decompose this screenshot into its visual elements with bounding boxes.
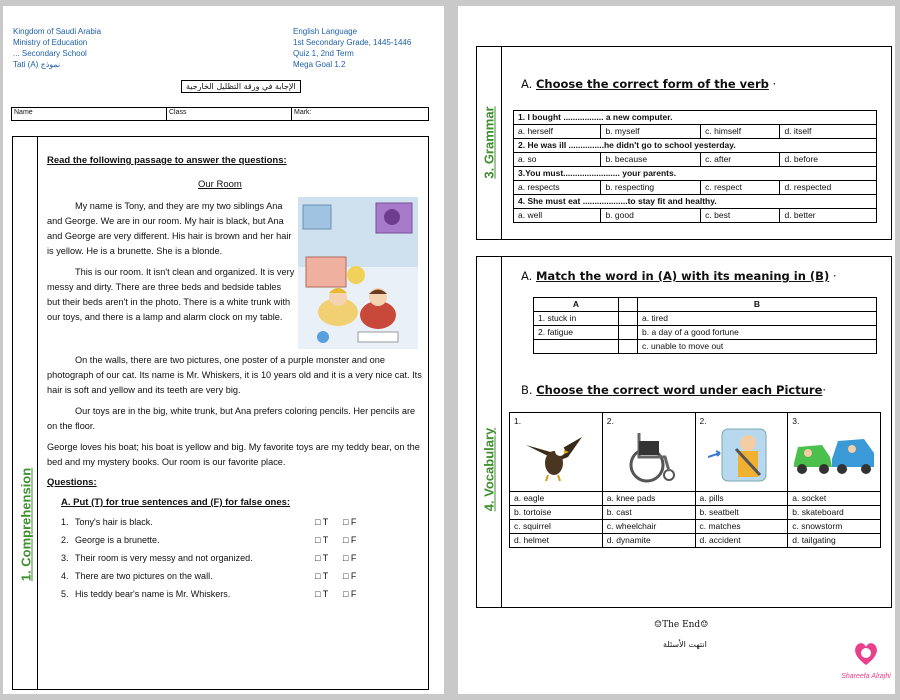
option[interactable]: b. tortoise bbox=[510, 506, 603, 520]
false-checkbox[interactable]: □ F bbox=[343, 517, 357, 527]
mark-field[interactable]: Mark: bbox=[294, 109, 312, 116]
worksheet-page-2 bbox=[458, 6, 895, 694]
picture-cell-4: 3. bbox=[788, 413, 881, 492]
tf-item: 2. George is a brunette. □ T □ F bbox=[61, 535, 357, 545]
option[interactable]: b. because bbox=[601, 153, 701, 167]
true-checkbox[interactable]: □ T bbox=[315, 535, 329, 545]
picture-cell-1: 1. bbox=[510, 413, 603, 492]
option[interactable]: c. wheelchair bbox=[602, 520, 695, 534]
question-row: 1. I bought ................. a new computer. bbox=[514, 111, 877, 125]
option[interactable]: c. respect bbox=[701, 181, 780, 195]
eagle-icon bbox=[524, 427, 584, 483]
picture-cell-3: 2. bbox=[695, 413, 788, 492]
option[interactable]: d. before bbox=[780, 153, 877, 167]
options-row bbox=[514, 181, 877, 195]
match-row: 1. stuck in a. tired bbox=[534, 312, 877, 326]
options-row bbox=[514, 125, 877, 139]
paragraph-5: George loves his boat; his boat is yellow and big. My favorite toys are my teddy bear, on the bed and my mystery books. Our room is our favorite place. bbox=[47, 442, 420, 467]
true-checkbox[interactable]: □ T bbox=[315, 517, 329, 527]
passage-left-column bbox=[47, 199, 295, 331]
answer-slot[interactable] bbox=[619, 326, 638, 340]
option[interactable]: a. respects bbox=[514, 181, 601, 195]
comprehension-section bbox=[12, 136, 429, 690]
option[interactable]: c. after bbox=[701, 153, 780, 167]
question-row: 4. She must eat ...................to stay fit and healthy. bbox=[514, 195, 877, 209]
option[interactable]: a. well bbox=[514, 209, 601, 223]
paragraph-4: Our toys are in the big, white trunk, but Ana prefers coloring pencils. Her pencils are on the floor. bbox=[47, 406, 416, 431]
option[interactable]: a. pills bbox=[695, 492, 788, 506]
option[interactable]: d. better bbox=[780, 209, 877, 223]
tf-item: 3. Their room is very messy and not organized. □ T □ F bbox=[61, 553, 357, 563]
section-label-vocabulary: 4. Vocabulary bbox=[481, 427, 497, 512]
the-end-label: ☺The End☺ bbox=[654, 620, 709, 630]
option[interactable]: c. squirrel bbox=[510, 520, 603, 534]
arabic-end-label: انتهت الأسئلة bbox=[663, 640, 707, 649]
option[interactable]: a. herself bbox=[514, 125, 601, 139]
option[interactable]: c. snowstorm bbox=[788, 520, 881, 534]
options-row bbox=[514, 153, 877, 167]
paragraph-3: On the walls, there are two pictures, one poster of a purple monster and one photograph of our cat. Its name is Mr. Whiskers, it is 10 years old and it is a very nice cat. Its hair is soft and yellow and its teeth are very big. bbox=[47, 355, 422, 395]
question-row: 3.You must........................ your parents. bbox=[514, 167, 877, 181]
option[interactable]: a. knee pads bbox=[602, 492, 695, 506]
vocabulary-section bbox=[476, 256, 892, 608]
option[interactable]: b. cast bbox=[602, 506, 695, 520]
option[interactable]: b. respecting bbox=[601, 181, 701, 195]
option[interactable]: c. matches bbox=[695, 520, 788, 534]
tf-item: 1. Tony's hair is black. □ T □ F bbox=[61, 517, 357, 527]
column-b-header: B bbox=[638, 298, 877, 312]
grammar-heading: A. Choose the correct form of the verb · bbox=[521, 77, 777, 91]
part-a-instruction: A. Put (T) for true sentences and (F) for false ones: bbox=[61, 497, 291, 508]
picture-heading: B. Choose the correct word under each Picture· bbox=[521, 383, 827, 397]
option[interactable]: d. dynamite bbox=[602, 534, 695, 548]
option[interactable]: c. best bbox=[701, 209, 780, 223]
header-left: Kingdom of Saudi Arabia Ministry of Education ... Secondary School Tati (A) نموذج bbox=[13, 27, 102, 69]
passage-title: Our Room bbox=[198, 179, 242, 190]
option[interactable]: c. himself bbox=[701, 125, 780, 139]
match-heading: A. Match the word in (A) with its meaning in (B) · bbox=[521, 269, 837, 283]
option[interactable]: b. skateboard bbox=[788, 506, 881, 520]
section-label-grammar: 3. Grammar bbox=[481, 106, 497, 179]
option[interactable]: a. socket bbox=[788, 492, 881, 506]
picture-table bbox=[509, 412, 881, 548]
option[interactable]: b. good bbox=[601, 209, 701, 223]
paragraph-1: My name is Tony, and they are my two siblings Ana and George. We are in our room. My hair is black, but Ana and George are very different. His hair is brown and her hair is yellow. He is a brunette. She is a blonde. bbox=[47, 201, 292, 256]
false-checkbox[interactable]: □ F bbox=[343, 571, 357, 581]
seatbelt-icon bbox=[708, 427, 772, 483]
questions-label: Questions: bbox=[47, 477, 97, 488]
worksheet-page-1 bbox=[3, 6, 444, 694]
match-table bbox=[533, 297, 877, 354]
options-row bbox=[514, 209, 877, 223]
passage-full-width bbox=[47, 353, 422, 470]
false-checkbox[interactable]: □ F bbox=[343, 535, 357, 545]
answer-slot[interactable] bbox=[619, 312, 638, 326]
smiley-icon: ☺ bbox=[654, 620, 663, 630]
grammar-section bbox=[476, 46, 892, 240]
author-logo: Shareefa Alrajhi bbox=[840, 638, 892, 680]
tf-item: 4. There are two pictures on the wall. □ T □ F bbox=[61, 571, 357, 581]
true-checkbox[interactable]: □ T bbox=[315, 571, 329, 581]
option[interactable]: b. myself bbox=[601, 125, 701, 139]
name-field[interactable]: Name bbox=[12, 108, 167, 120]
class-field[interactable]: Class bbox=[167, 108, 292, 120]
question-row: 2. He was ill ...............he didn't go to school yesterday. bbox=[514, 139, 877, 153]
true-checkbox[interactable]: □ T bbox=[315, 589, 329, 599]
option[interactable]: b. seatbelt bbox=[695, 506, 788, 520]
true-false-list bbox=[61, 513, 381, 603]
option[interactable]: a. so bbox=[514, 153, 601, 167]
smiley-icon: ☺ bbox=[700, 620, 709, 630]
option[interactable]: d. itself bbox=[780, 125, 877, 139]
tf-item: 5. His teddy bear's name is Mr. Whiskers. □ T □ F bbox=[61, 589, 357, 599]
grammar-table bbox=[513, 110, 877, 223]
picture-cell-2: 2. bbox=[602, 413, 695, 492]
answer-sheet-note: الإجابة في ورقة التظليل الخارجية bbox=[181, 80, 301, 93]
wheelchair-icon bbox=[621, 427, 681, 483]
paragraph-2: This is our room. It isn't clean and organized. It is very messy and dirty. There are three beds and bedside tables but their beds aren't in the photo. There is a white trunk with our toys, and there is a lamp and alarm clock on my table. bbox=[47, 267, 295, 322]
header-right: English Language 1st Secondary Grade, 1445-1446 Quiz 1, 2nd Term Mega Goal 1.2 bbox=[293, 27, 412, 69]
false-checkbox[interactable]: □ F bbox=[343, 553, 357, 563]
match-row: 2. fatigue b. a day of a good fortune bbox=[534, 326, 877, 340]
true-checkbox[interactable]: □ T bbox=[315, 553, 329, 563]
option[interactable]: d. respected bbox=[780, 181, 877, 195]
match-row: c. unable to move out bbox=[534, 340, 877, 354]
option[interactable]: d. accident bbox=[695, 534, 788, 548]
option[interactable]: d. helmet bbox=[510, 534, 603, 548]
passage-instruction: Read the following passage to answer the questions: bbox=[47, 155, 287, 166]
name-class-mark-row bbox=[11, 107, 429, 121]
column-a-header: A bbox=[534, 298, 619, 312]
option[interactable]: a. eagle bbox=[510, 492, 603, 506]
kids-room-image bbox=[298, 197, 418, 349]
option[interactable]: d. tailgating bbox=[788, 534, 881, 548]
car-icon bbox=[792, 427, 876, 483]
section-label-comprehension: 1. Comprehension bbox=[18, 467, 34, 582]
kids-room-illustration bbox=[298, 197, 418, 349]
heart-logo-icon bbox=[851, 638, 881, 668]
false-checkbox[interactable]: □ F bbox=[343, 589, 357, 599]
